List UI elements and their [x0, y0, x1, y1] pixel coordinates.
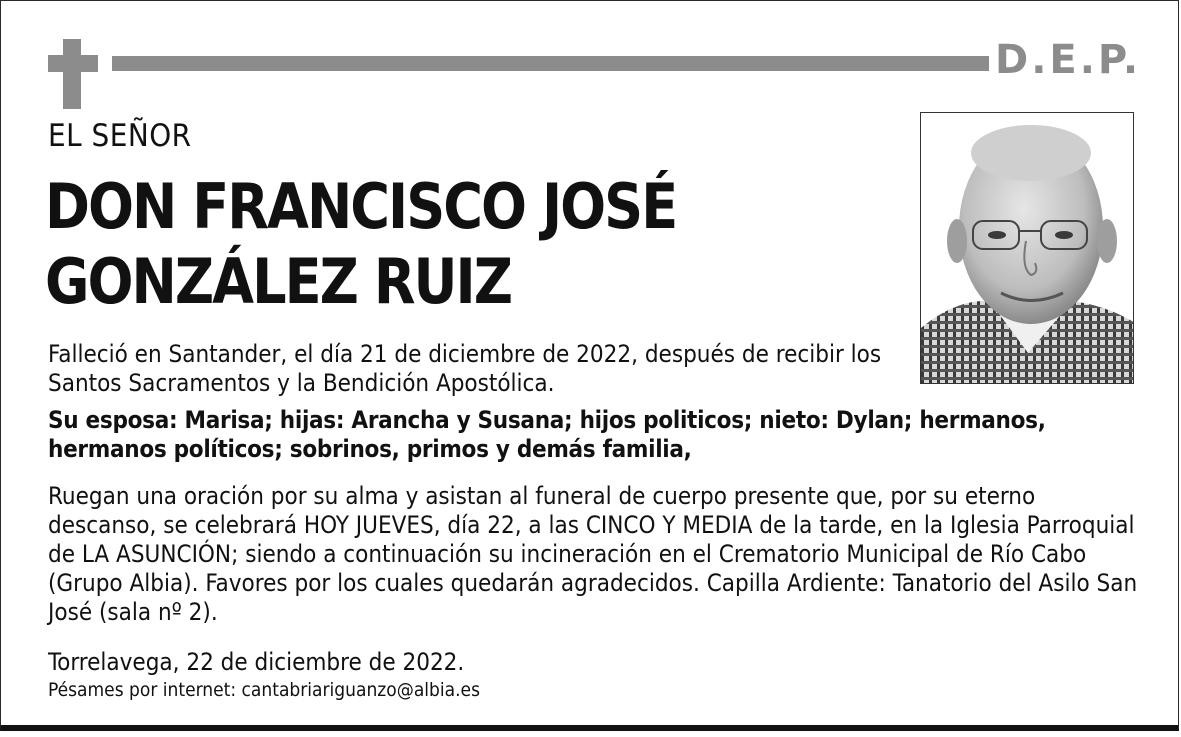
- family-list: Su esposa: Marisa; hijas: Arancha y Susana; hijos politicos; nieto: Dylan; hermanos, hermanos políticos; sobrinos, primos y demás familia,: [48, 406, 1046, 463]
- header-rule: [112, 56, 989, 71]
- death-notice: Falleció en Santander, el día 21 de diciembre de 2022, después de recibir los Santos Sacramentos y la Bendición Apostólica.: [48, 340, 882, 397]
- deceased-name: [45, 169, 676, 319]
- portrait-image: [921, 113, 1134, 384]
- cross-icon-vertical: [63, 39, 81, 109]
- dep-label: D.E.P.: [995, 37, 1142, 83]
- cross-icon-horizontal: [48, 55, 98, 72]
- condolences-line: Pésames por internet: cantabriariguanzo@albia.es: [48, 679, 480, 701]
- funeral-details: Ruegan una oración por su alma y asistan al funeral de cuerpo presente que, por su eterno descanso, se celebrará HOY JUEVES, día 22, a las CINCO Y MEDIA de la tarde, en la Iglesia Parroquial de LA ASUNCIÓN; siendo a continuación su incineración en el Crematorio Municipal de Río Cabo (Grupo Albia). Favores por los cuales quedarán agradecidos. Capilla Ardiente: Tanatorio del Asilo San José (sala nº 2).: [48, 482, 1138, 626]
- name-line-2: GONZÁLEZ RUIZ: [45, 245, 512, 318]
- honorific: EL SEÑOR: [48, 118, 192, 154]
- place-date: Torrelavega, 22 de diciembre de 2022.: [48, 648, 465, 676]
- portrait-photo: [920, 112, 1134, 384]
- name-line-1: DON FRANCISCO JOSÉ: [45, 170, 677, 243]
